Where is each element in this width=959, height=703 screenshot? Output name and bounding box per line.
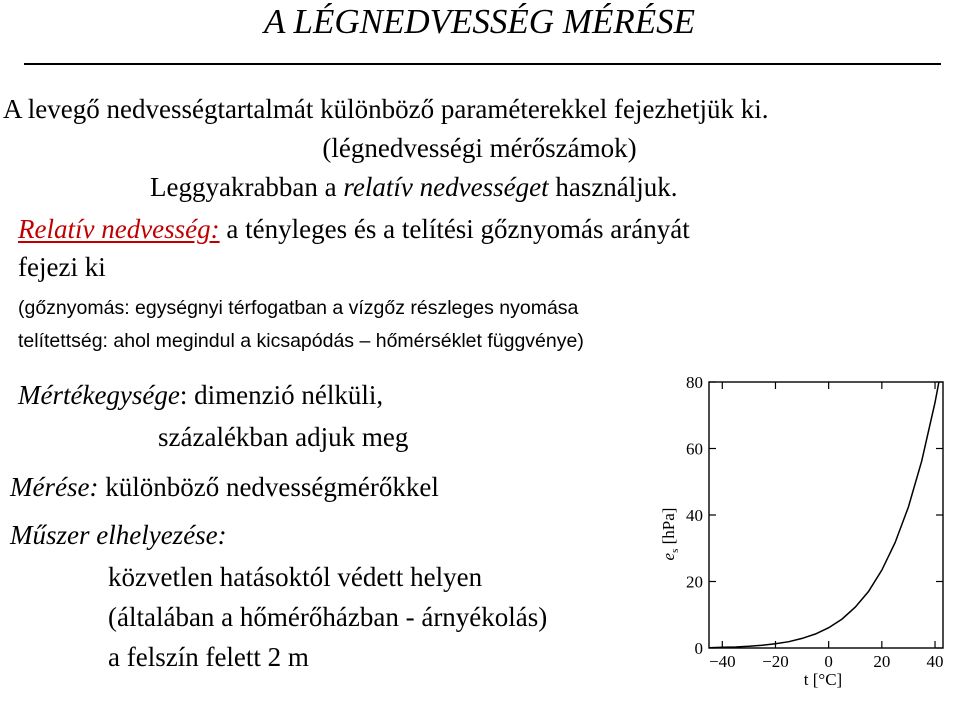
usage-term: relatív nedvességet (343, 172, 549, 202)
measurement-term: Mérése: (10, 472, 99, 502)
x-tick-label: 20 (873, 652, 891, 671)
intro-subline: (légnedvességi mérőszámok) (322, 133, 637, 163)
relative-humidity-term: Relatív nedvesség: (18, 214, 220, 244)
x-tick-label: −20 (762, 652, 789, 671)
y-tick-label: 80 (686, 373, 703, 392)
unit-line-2: százalékban adjuk meg (158, 422, 409, 452)
saturation-curve (709, 382, 939, 648)
placement-line-1: közvetlen hatásoktól védett helyen (108, 562, 483, 592)
definition-line-2: fejezi ki (18, 252, 106, 282)
saturation-note: telítettség: ahol megindul a kicsapódás – hőmérséklet függvénye) (18, 330, 584, 352)
slide-title: A LÉGNEDVESSÉG MÉRÉSE (264, 2, 695, 41)
measurement-line (10, 472, 439, 503)
saturation-vapor-pressure-chart (645, 352, 959, 703)
usage-text-b: használjuk. (548, 172, 678, 202)
y-tick-label: 60 (686, 439, 703, 459)
usage-text-a: Leggyakrabban a (150, 172, 344, 202)
placement-term: Műszer elhelyezése: (10, 520, 227, 550)
plot-frame (709, 382, 943, 648)
x-axis-label: t [°C] (803, 670, 843, 689)
title-divider (24, 63, 941, 65)
measurement-text: különböző nedvességmérőkkel (98, 472, 439, 502)
unit-text: : dimenzió nélküli, (179, 380, 384, 410)
definition-text: a tényleges és a telítési gőznyomás arányát (219, 214, 690, 244)
intro-line: A levegő nedvességtartalmát különböző paraméterekkel fejezhetjük ki. (3, 94, 769, 124)
y-tick-label: 40 (686, 506, 703, 525)
placement-line-3: a felszín felett 2 m (108, 642, 309, 672)
y-tick-label: 20 (686, 572, 703, 592)
x-tick-label: 40 (926, 652, 944, 671)
usage-line (150, 172, 678, 203)
y-tick-label: 0 (694, 639, 703, 658)
y-axis-label: $e_s$ [hPa] (659, 507, 681, 561)
unit-line (18, 380, 383, 411)
placement-line-2: (általában a hőmérőházban - árnyékolás) (108, 602, 548, 632)
x-tick-label: 0 (824, 652, 833, 671)
definition-line (18, 214, 690, 245)
vapor-pressure-note: (gőznyomás: egységnyi térfogatban a vízgőz részleges nyomása (18, 297, 579, 319)
placement-heading (10, 520, 227, 551)
x-tick-label: −40 (708, 652, 736, 671)
unit-term: Mértékegysége (18, 380, 180, 410)
